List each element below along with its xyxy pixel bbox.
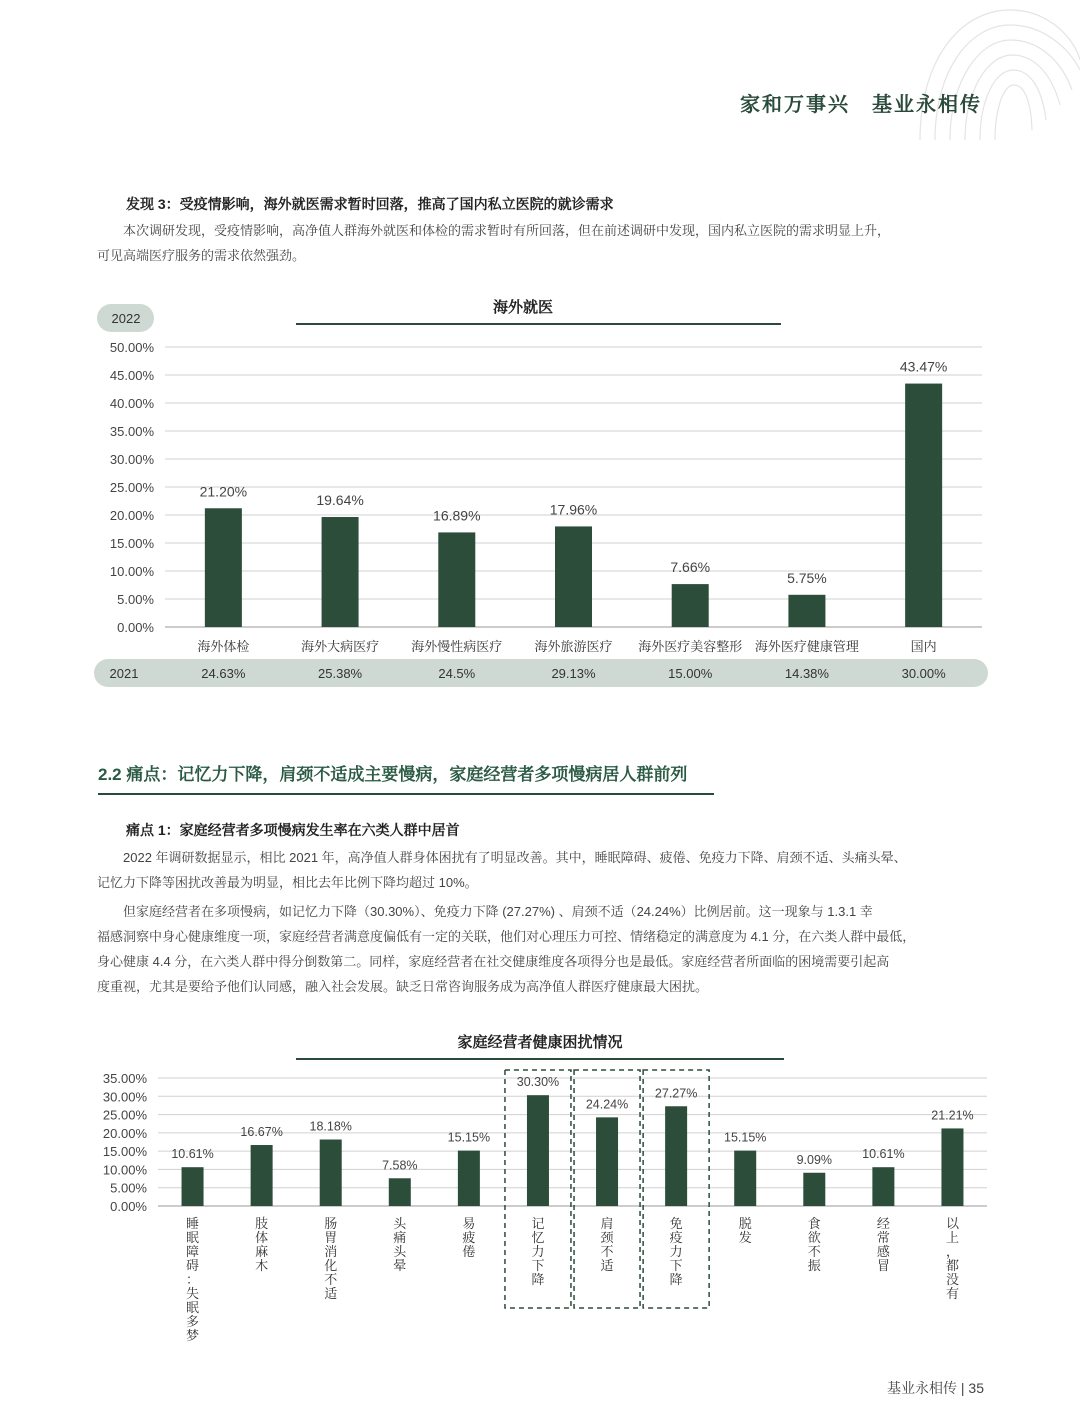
section-rule xyxy=(98,793,714,795)
y-tick-label: 15.00% xyxy=(109,536,154,551)
chart-title: 家庭经营者健康困扰情况 xyxy=(457,1034,623,1051)
comparison-value: 15.00% xyxy=(668,666,713,681)
pain-line: 记忆力下降等困扰改善最为明显，相比去年比例下降均超过 10%。 xyxy=(97,875,478,890)
page-footer: 基业永相传 | 35 xyxy=(887,1380,984,1396)
bar xyxy=(320,1140,342,1206)
bar-value-label: 15.15% xyxy=(724,1130,767,1145)
series-badge-label: 2022 xyxy=(111,311,141,326)
bar xyxy=(672,584,709,627)
category-label: 睡眠障碍：失眠多梦 xyxy=(186,1216,200,1343)
category-label: 脱发 xyxy=(738,1216,752,1245)
category-label: 海外大病医疗 xyxy=(301,639,380,654)
y-tick-label: 10.00% xyxy=(109,564,154,579)
comparison-value: 24.5% xyxy=(438,666,476,681)
family-operator-health-chart xyxy=(0,1025,1080,1345)
category-label: 以上，都没有 xyxy=(945,1216,959,1301)
pain-line: 2022 年调研数据显示，相比 2021 年，高净值人群身体困扰有了明显改善。其中，睡眠障碍、疲倦、免疫力下降、肩颈不适、头痛头晕、 xyxy=(123,850,907,865)
y-tick-label: 25.00% xyxy=(109,480,154,495)
y-tick-label: 5.00% xyxy=(117,592,154,607)
bar-value-label: 16.67% xyxy=(240,1125,283,1140)
category-label: 肠胃消化不适 xyxy=(324,1216,338,1301)
y-tick-label: 20.00% xyxy=(102,1125,147,1141)
bar xyxy=(905,384,942,627)
comparison-value: 25.38% xyxy=(318,666,363,681)
category-label: 海外旅游医疗 xyxy=(534,639,613,654)
category-label: 头痛头晕 xyxy=(393,1216,407,1273)
category-label: 记忆力下降 xyxy=(531,1216,545,1287)
y-tick-label: 35.00% xyxy=(102,1071,147,1086)
finding-paragraph xyxy=(97,218,987,268)
bar xyxy=(251,1145,273,1206)
category-label: 国内 xyxy=(910,639,937,654)
category-label: 海外体检 xyxy=(197,639,250,654)
bar xyxy=(788,595,825,627)
y-tick-label: 15.00% xyxy=(102,1144,147,1160)
bar-value-label: 43.47% xyxy=(899,358,948,375)
bar xyxy=(803,1173,825,1206)
bar xyxy=(872,1167,894,1206)
bar-value-label: 5.75% xyxy=(787,569,827,586)
y-tick-label: 20.00% xyxy=(109,508,154,523)
y-tick-label: 45.00% xyxy=(109,368,154,383)
bar xyxy=(182,1167,204,1206)
category-label: 海外医疗健康管理 xyxy=(754,639,859,654)
pain-line: 度重视，尤其是要给予他们认同感，融入社会发展。缺乏日常咨询服务成为高净值人群医疗健康最大困扰。 xyxy=(97,979,709,994)
bar xyxy=(941,1128,963,1206)
comparison-value: 14.38% xyxy=(784,666,829,681)
bar-value-label: 27.27% xyxy=(654,1086,698,1101)
category-label: 海外医疗美容整形 xyxy=(638,639,743,654)
finding-title: 发现 3：受疫情影响，海外就医需求暂时回落，推高了国内私立医院的就诊需求 xyxy=(126,196,614,212)
bar xyxy=(555,526,592,627)
comparison-value: 24.63% xyxy=(201,666,246,681)
comparison-label: 2021 xyxy=(109,666,139,681)
bar-value-label: 17.96% xyxy=(549,501,598,518)
bar xyxy=(596,1117,618,1206)
bar-value-label: 9.09% xyxy=(796,1152,833,1167)
y-tick-label: 50.00% xyxy=(109,340,154,355)
bar xyxy=(389,1178,411,1206)
bar-value-label: 21.20% xyxy=(199,483,248,500)
category-label: 肢体麻木 xyxy=(255,1216,269,1273)
bar xyxy=(458,1151,480,1206)
category-label: 海外慢性病医疗 xyxy=(411,639,503,654)
bar-value-label: 10.61% xyxy=(862,1147,905,1162)
comparison-value: 30.00% xyxy=(901,666,946,681)
bar xyxy=(438,532,475,627)
bar xyxy=(322,517,359,627)
y-tick-label: 5.00% xyxy=(110,1180,147,1196)
pain-line: 但家庭经营者在多项慢病，如记忆力下降（30.30%）、免疫力下降 (27.27%) 、肩颈不适（24.24%）比例居前。这一现象与 1.3.1 幸 xyxy=(123,904,873,919)
bar xyxy=(527,1095,549,1206)
bar-value-label: 19.64% xyxy=(316,492,364,509)
bar-value-label: 7.58% xyxy=(382,1158,418,1173)
y-tick-label: 0.00% xyxy=(110,1199,147,1214)
pain-line: 福感洞察中身心健康维度一项，家庭经营者满意度偏低有一定的关联，他们对心理压力可控、情绪稳定的满意度为 4.1 分，在六类人群中最低， xyxy=(97,929,916,944)
category-label: 易疲倦 xyxy=(462,1216,476,1259)
bar-value-label: 10.61% xyxy=(171,1147,214,1162)
pain-paragraph-1 xyxy=(97,845,987,895)
y-tick-label: 10.00% xyxy=(102,1162,147,1178)
category-label: 食欲不振 xyxy=(807,1216,821,1273)
bar-value-label: 18.18% xyxy=(309,1119,352,1134)
pain-point-title: 痛点 1：家庭经营者多项慢病发生率在六类人群中居首 xyxy=(126,822,460,838)
category-label: 免疫力下降 xyxy=(669,1216,683,1287)
category-label: 肩颈不适 xyxy=(600,1216,614,1273)
y-tick-label: 25.00% xyxy=(102,1107,147,1123)
bar-value-label: 15.15% xyxy=(447,1130,491,1145)
bar-value-label: 24.24% xyxy=(585,1097,629,1112)
bar xyxy=(734,1151,756,1206)
y-tick-label: 30.00% xyxy=(102,1089,147,1105)
pain-paragraph-2 xyxy=(97,899,987,999)
bar xyxy=(205,508,242,627)
pain-line: 身心健康 4.4 分，在六类人群中得分倒数第二。同样，家庭经营者在社交健康维度各项得分也是最低。家庭经营者所面临的困境需要引起高 xyxy=(97,954,890,969)
decorative-pattern xyxy=(900,0,1080,140)
section-title: 2.2 痛点：记忆力下降，肩颈不适成主要慢病，家庭经营者多项慢病居人群前列 xyxy=(98,765,688,784)
y-tick-label: 40.00% xyxy=(109,396,154,411)
y-tick-label: 35.00% xyxy=(109,424,154,439)
finding-line: 本次调研发现，受疫情影响，高净值人群海外就医和体检的需求暂时有所回落，但在前述调研中发现，国内私立医院的需求明显上升， xyxy=(123,223,891,238)
bar-value-label: 16.89% xyxy=(433,507,481,524)
bar-value-label: 21.21% xyxy=(931,1108,974,1123)
page-header-title: 家和万事兴 基业永相传 xyxy=(740,92,982,116)
category-label: 经常感冒 xyxy=(876,1216,890,1273)
bar-value-label: 30.30% xyxy=(516,1075,560,1090)
comparison-value: 29.13% xyxy=(551,666,596,681)
bar-value-label: 7.66% xyxy=(670,559,711,576)
finding-line: 可见高端医疗服务的需求依然强劲。 xyxy=(97,248,306,263)
chart-title: 海外就医 xyxy=(492,299,554,316)
y-tick-label: 30.00% xyxy=(109,452,154,467)
y-tick-label: 0.00% xyxy=(117,620,154,635)
overseas-medical-chart xyxy=(0,290,1080,690)
bar xyxy=(665,1106,687,1206)
